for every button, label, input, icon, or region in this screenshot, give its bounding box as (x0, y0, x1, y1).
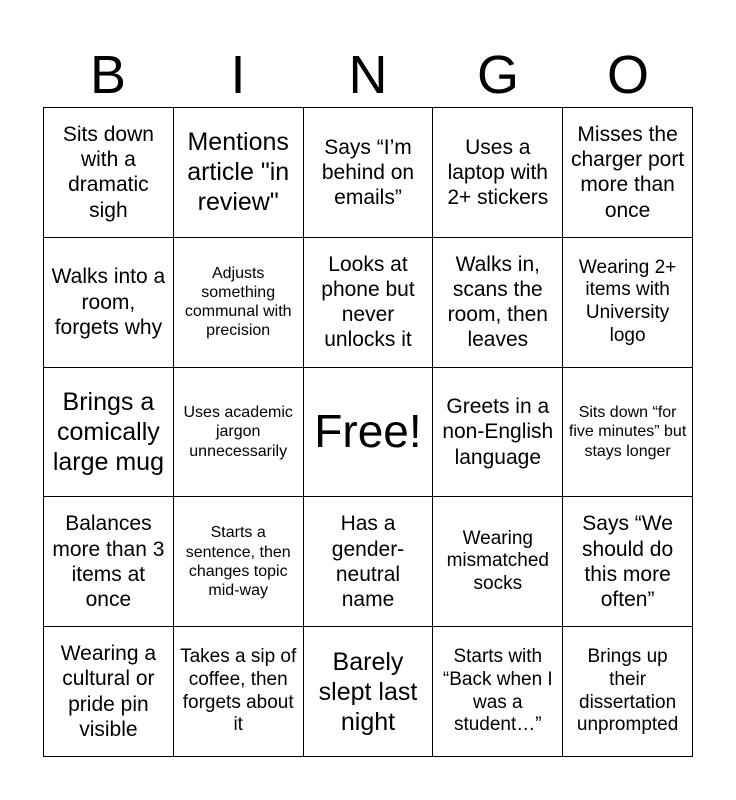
cell-text: Has a gender-neutral name (331, 512, 405, 611)
cell-text: Wearing a cultural or pride pin visible (60, 642, 157, 741)
free-space-text: Free! (314, 405, 422, 458)
bingo-cell[interactable] (304, 238, 434, 368)
cell-text: Says “We should do this more often” (582, 512, 674, 611)
bingo-cell[interactable] (174, 108, 304, 238)
bingo-cell[interactable] (433, 108, 563, 238)
cell-text: Looks at phone but never unlocks it (321, 252, 415, 352)
bingo-cell[interactable] (174, 497, 304, 627)
cell-text: Balances more than 3 items at once (52, 512, 165, 611)
cell-text: Takes a sip of coffee, then forgets about it (180, 646, 297, 736)
bingo-cell[interactable] (563, 497, 693, 627)
cell-text: Starts a sentence, then changes topic mid-way (185, 524, 291, 599)
cell-text: Wearing mismatched socks (446, 527, 549, 595)
bingo-cell[interactable] (174, 368, 304, 498)
bingo-header (43, 46, 693, 104)
bingo-cell[interactable] (304, 627, 434, 757)
bingo-cell[interactable] (563, 238, 693, 368)
header-letter-g: G (476, 45, 519, 105)
bingo-cell[interactable] (433, 368, 563, 498)
cell-text: Barely slept last night (318, 647, 418, 736)
bingo-cell[interactable] (433, 238, 563, 368)
bingo-cell[interactable] (563, 108, 693, 238)
cell-text: Says “I’m behind on emails” (321, 135, 415, 209)
free-space-cell[interactable] (304, 368, 434, 498)
header-letter-o: O (606, 45, 649, 105)
cell-text: Mentions article "in review" (187, 128, 290, 217)
bingo-cell[interactable] (174, 627, 304, 757)
bingo-cell[interactable] (44, 238, 174, 368)
cell-text: Walks in, scans the room, then leaves (447, 252, 548, 352)
cell-text: Sits down with a dramatic sigh (62, 123, 154, 222)
bingo-cell[interactable] (433, 497, 563, 627)
bingo-cell[interactable] (563, 368, 693, 498)
cell-text: Misses the charger port more than once (570, 123, 685, 222)
header-letter-n: N (348, 45, 388, 105)
bingo-cell[interactable] (44, 627, 174, 757)
bingo-cell[interactable] (433, 627, 563, 757)
cell-text: Sits down “for five minutes” but stays longer (568, 404, 687, 460)
header-letter-i: I (230, 45, 246, 105)
cell-text: Wearing 2+ items with University logo (578, 256, 677, 346)
bingo-cell[interactable] (304, 108, 434, 238)
bingo-cell[interactable] (44, 108, 174, 238)
cell-text: Brings up their dissertation unprompted (576, 646, 679, 736)
cell-text: Brings a comically large mug (52, 387, 164, 476)
header-letter-b: B (89, 45, 127, 105)
cell-text: Uses a laptop with 2+ stickers (447, 135, 549, 209)
bingo-cell[interactable] (174, 238, 304, 368)
cell-text: Uses academic jargon unnecessarily (183, 404, 293, 460)
bingo-board (43, 107, 693, 757)
bingo-cell[interactable] (304, 497, 434, 627)
cell-text: Walks into a room, forgets why (51, 265, 166, 339)
bingo-cell[interactable] (563, 627, 693, 757)
bingo-cell[interactable] (44, 497, 174, 627)
cell-text: Greets in a non-English language (442, 395, 554, 469)
cell-text: Adjusts something communal with precision (184, 264, 292, 340)
cell-text: Starts with “Back when I was a student…” (442, 646, 553, 736)
bingo-cell[interactable] (44, 368, 174, 498)
